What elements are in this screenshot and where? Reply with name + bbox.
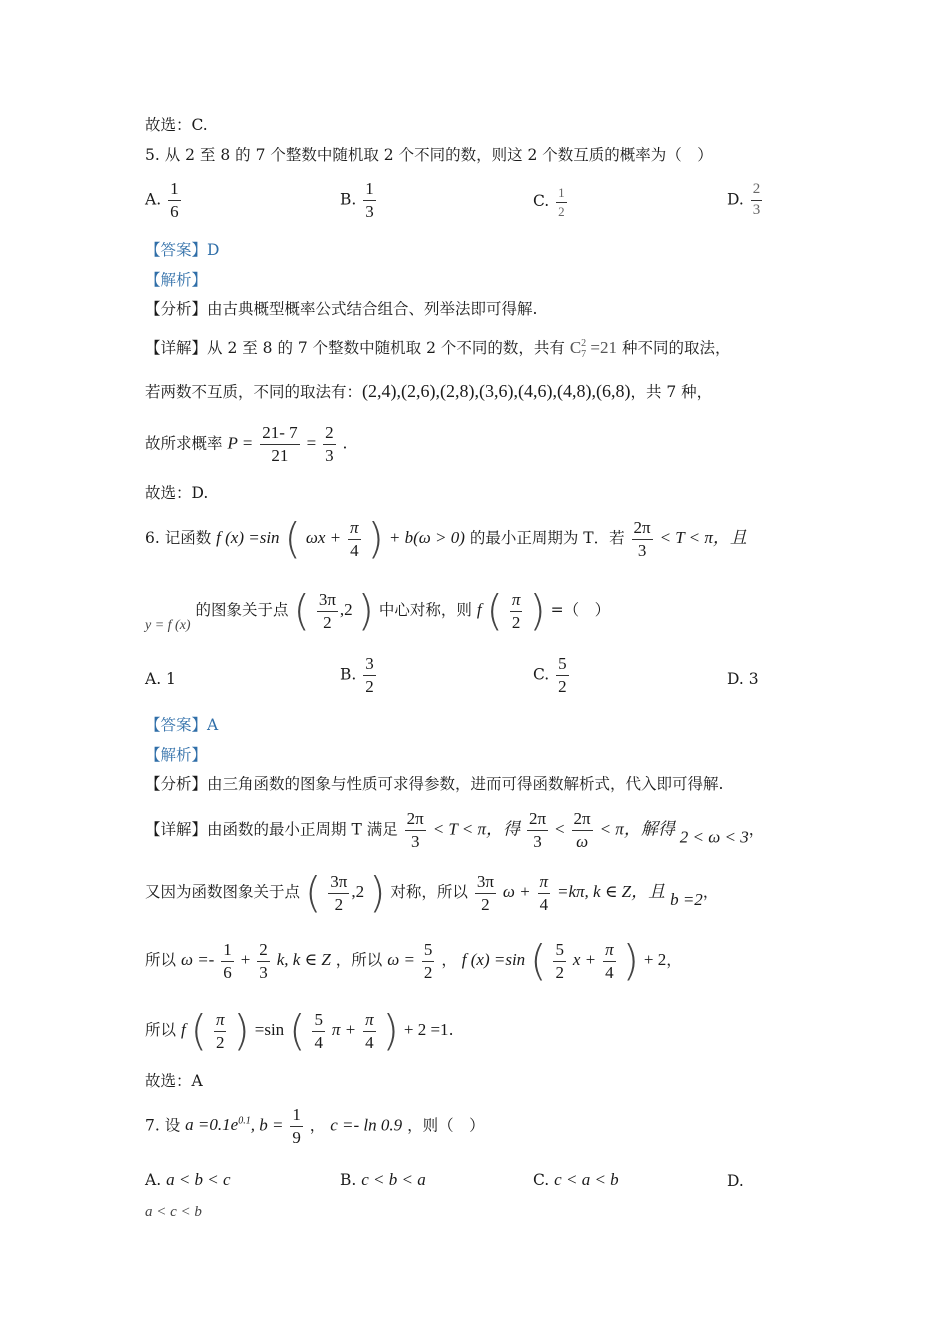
- fraction: $\frac{3\pi}{2}$: [330, 871, 348, 914]
- q5-end: 故选：D.: [145, 484, 209, 502]
- q5-jiexi: 【解析】: [145, 271, 208, 289]
- fraction: $\frac{2}{3}$: [752, 181, 761, 218]
- fraction: $\frac{\pi}{4}$: [350, 517, 359, 560]
- q6-jiexi: 【解析】: [145, 746, 208, 764]
- q6-end: 故选：A: [145, 1072, 203, 1090]
- fraction: $\frac{\pi}{4}$: [539, 871, 549, 914]
- fraction: $\frac{21- 7}{21}$: [262, 423, 298, 465]
- q6-fenxi: 【分析】由三角函数的图象与性质可求得参数，进而可得函数解析式，代入即可得解.: [145, 775, 724, 793]
- fraction: $\frac{1}{6}$: [223, 939, 232, 982]
- fraction: $\frac{2\pi}{\omega}$: [573, 809, 591, 851]
- fraction: $\frac{1}{3}$: [365, 179, 374, 221]
- fraction: $\frac{3}{2}$: [365, 654, 374, 696]
- q5-detail-1: 【详解】从 2 至 8 的 7 个整数中随机取 2 个不同的数，共有 C 2 7 =21 种不同的取法，: [145, 337, 731, 360]
- q5-option-b: B. $\frac{1}{3}$: [340, 179, 374, 221]
- q5-detail-3: 故所求概率 P = $\frac{21- 7}{21}$ = $\frac{2}{3}$ .: [145, 423, 348, 465]
- q6-option-d: D. 3: [727, 670, 759, 688]
- q6-option-b: B. $\frac{3}{2}$: [340, 654, 374, 696]
- q5-option-d: D. $\frac{2}{3}$: [727, 181, 761, 218]
- fraction: $\frac{\pi}{4}$: [365, 1009, 374, 1052]
- q5-stem: 5. 从 2 至 8 的 7 个整数中随机取 2 个不同的数，则这 2 个数互质的概率为（ ）: [145, 146, 713, 164]
- q5-option-a: A. $\frac{1}{6}$: [145, 179, 179, 221]
- q7-option-a: A. a < b < c: [145, 1170, 231, 1189]
- prev-answer: 故选：C.: [145, 116, 208, 134]
- fraction: $\frac{2\pi}{3}$: [528, 809, 547, 851]
- q6-detail-4: 所以 f ( $\frac{\pi}{2}$ ) =sin ( $\frac{5}{4}$ π + $\frac{\pi}{4}$ ) + 2 =1.: [145, 1006, 454, 1055]
- fraction: $\frac{1}{9}$: [292, 1105, 301, 1147]
- q5-fenxi: 【分析】由古典概型概率公式结合组合、列举法即可得解.: [145, 300, 538, 318]
- fraction: $\frac{2\pi}{3}$: [406, 809, 424, 851]
- fraction: $\frac{\pi}{4}$: [605, 939, 614, 982]
- fraction: $\frac{2\pi}{3}$: [633, 517, 651, 560]
- q6-option-c: C. $\frac{5}{2}$: [533, 654, 567, 696]
- fraction: $\frac{3\pi}{2}$: [476, 871, 494, 914]
- fraction: $\frac{\pi}{2}$: [215, 1009, 225, 1052]
- fraction: $\frac{3\pi}{2}$: [318, 589, 336, 632]
- fraction: $\frac{\pi}{2}$: [511, 589, 521, 632]
- q6-detail-3: 所以 ω =- $\frac{1}{6}$ + $\frac{2}{3}$ k, k ∈ Z ，所以 ω = $\frac{5}{2}$ ， f (x) =sin ( $\frac{5}{2}$ x + $\frac{\pi}{4}$ ) + 2，: [145, 936, 682, 985]
- q6-option-a: A. 1: [145, 670, 176, 688]
- fraction: $\frac{2}{3}$: [259, 939, 268, 982]
- q5-detail-2: 若两数不互质，不同的取法有：(2,4),(2,6),(2,8),(3,6),(4,6),(4,8),(6,8)，共 7 种，: [145, 381, 713, 401]
- fraction: $\frac{2}{3}$: [325, 423, 334, 465]
- q6-detail-2: 又因为函数图象关于点 ( $\frac{3\pi}{2}$ ,2 ) 对称，所以 $\frac{3\pi}{2}$ ω + $\frac{\pi}{4}$ =kπ, k ∈ Z，且 b =2，: [145, 868, 719, 917]
- fraction: $\frac{5}{4}$: [314, 1009, 323, 1052]
- q6-stem-2: y = f (x) 的图象关于点 ( $\frac{3\pi}{2}$ ,2 ) 中心对称，则 f ( $\frac{\pi}{2}$ ) =（ ）: [145, 586, 611, 635]
- q5-answer: 【答案】D: [145, 241, 220, 259]
- q7-stem: 7. 设 $a =0.1e^{0.1}$, b = $\frac{1}{9}$ ， c =- ln 0.9 ，则（ ）: [145, 1105, 485, 1147]
- q6-answer: 【答案】A: [145, 716, 219, 734]
- q6-detail-1: 【详解】由函数的最小正周期 T 满足 $\frac{2\pi}{3}$ < T < π，得 $\frac{2\pi}{3}$ < $\frac{2\pi}{\omega}$ < π，解得 2 < ω < 3，: [145, 809, 765, 851]
- fraction: $\frac{5}{2}$: [423, 939, 433, 982]
- q7-option-d: D.: [727, 1172, 744, 1190]
- q5-option-c: C. $\frac{1}{2}$: [533, 185, 565, 219]
- fraction: $\frac{1}{6}$: [170, 179, 179, 221]
- fraction: $\frac{5}{2}$: [558, 654, 567, 696]
- fraction: $\frac{1}{2}$: [558, 185, 565, 219]
- fraction: $\frac{5}{2}$: [555, 939, 564, 982]
- q7-option-d-value: a < c < b: [145, 1204, 202, 1220]
- q7-option-c: C. c < a < b: [533, 1170, 619, 1189]
- q7-option-b: B. c < b < a: [340, 1170, 426, 1189]
- q6-stem-1: 6. 记函数 f (x) =sin ( ωx + $\frac{\pi}{4}$ ) + b(ω > 0) 的最小正周期为 T．若 $\frac{2\pi}{3}$ < T < π，且: [145, 514, 747, 563]
